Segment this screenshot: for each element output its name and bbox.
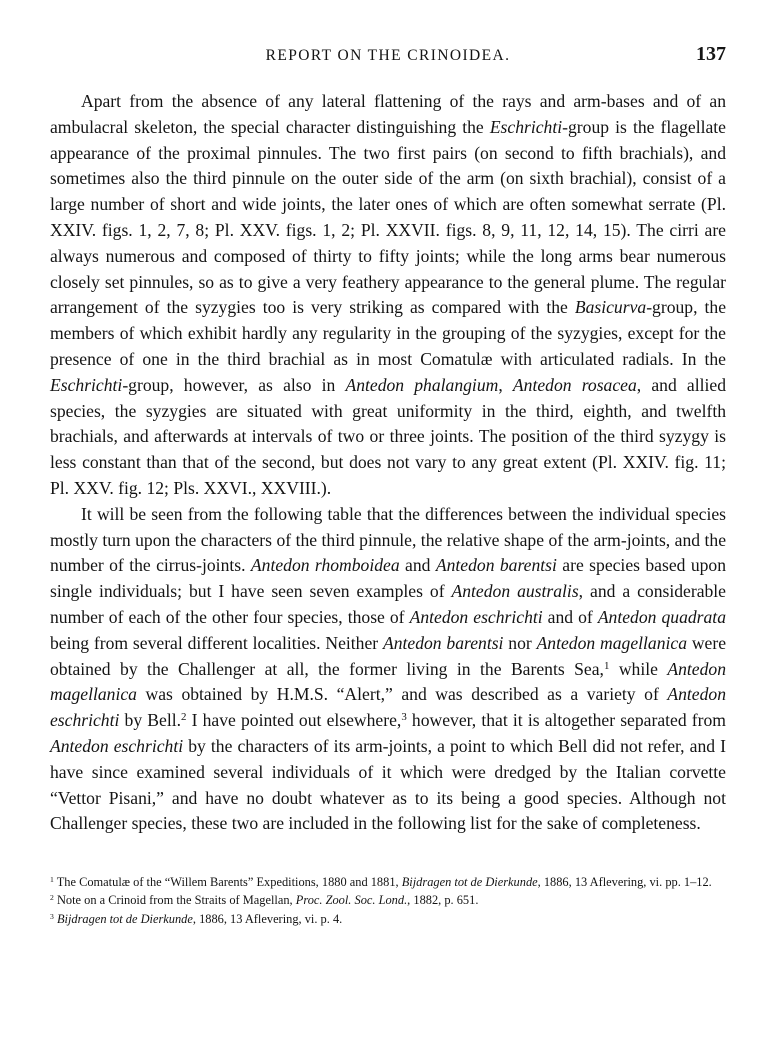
italic-text: Antedon magellanica [50,658,726,705]
text-run: Note on a Crinoid from the Straits of Magellan, [53,893,296,908]
page-header [50,43,726,71]
footnote-marker: 2 [181,711,187,724]
italic-text: Antedon rosacea [512,374,637,395]
italic-text: Antedon quadrata [597,606,726,627]
text-run: It will be seen from the following table that the differences between the individual species mostly turn upon the characters of the third pinnule, the relative shape of the arm-joints, and the number of the cirrus-joints. [50,503,726,576]
italic-text: Antedon eschrichti [50,684,726,731]
italic-text: Antedon magellanica [536,632,687,653]
text-run: , 1882, p. 651. [407,893,479,908]
paragraph [50,89,726,502]
text-run: being from several different localities. Neither [50,632,383,653]
italic-text: Antedon rhomboidea [250,555,400,576]
paragraph [50,502,726,837]
text-run: The Comatulæ of the “Willem Barents” Expeditions, 1880 and 1881, [53,875,402,889]
text-run: are species based upon single individuals; but I have seen seven examples of [50,555,727,602]
text-run: , and a considerable number of each of the other four species, those of [50,581,726,627]
text-run: were obtained by the Challenger at all, the former living in the Barents Sea, [50,632,727,679]
text-run: by Bell. [119,710,182,731]
text-run: , 1886, 13 Aflevering, vi. pp. 1–12. [537,875,712,889]
italic-text: Antedon eschrichti [50,735,184,756]
italic-text: Antedon australis [451,581,579,602]
text-run: , and allied species, the syzygies are situated with great uniformity in the third, eighth, and twelfth brachials, and afterwards at intervals of two or three joints. The position of the third syzygy is less constant than that of the second, but does not vary to any great extent (Pl. XXIV. fig. 11; Pl. XXV. fig. 12; Pls. XXVI., XXVIII.). [50,374,726,498]
italic-text: Eschrichti [489,116,563,137]
text-run: -group, the members of which exhibit hardly any regularity in the grouping of the syzygies, except for the presence of one in the third brachial as in most Comatulæ with articulated radials. In the [50,297,726,369]
footnote-marker: 3 [401,711,407,724]
italic-text: Bijdragen tot de Dierkunde [401,875,538,889]
text-run: however, that it is altogether separated from [406,710,726,731]
text-run: nor [503,632,537,653]
text-run: , [498,374,513,395]
footnotes [50,873,726,928]
italic-text: Antedon barentsi [435,555,557,576]
text-run: and [399,555,436,576]
italic-text: Basicurva [574,297,647,318]
text-run: , 1886, 13 Aflevering, vi. p. 4. [192,911,343,926]
text-run: by the characters of its arm-joints, a point to which Bell did not refer, and I have since examined several individuals of it which were dredged by the Italian corvette “Vettor Pisani,” and have no doubt whatever as to its being a good species. Although not Challenger species, these two are included in the following list for the sake of completeness. [50,735,726,834]
footnote-marker: 1 [50,874,54,884]
text-run: -group, however, as also in [122,374,346,395]
italic-text: Antedon phalangium [345,374,499,395]
footnote [50,873,726,891]
footnote-marker: 3 [50,911,54,921]
italic-text: Antedon eschrichti [409,606,543,627]
italic-text: Bijdragen tot de Dierkunde [56,911,193,926]
footnote [50,910,726,928]
footnote-marker: 2 [50,893,54,903]
footnote [50,891,726,909]
text-run: Apart from the absence of any lateral flattening of the rays and arm-bases and of an ambulacral skeleton, the special character distinguishing the [50,91,726,137]
text-run: I have pointed out elsewhere, [186,710,402,731]
text-run: while [609,658,668,679]
footnote-marker: 1 [603,659,610,672]
text-run: and of [542,606,598,627]
italic-text: Eschrichti [50,374,123,395]
italic-text: Antedon barentsi [382,632,504,653]
running-title: REPORT ON THE CRINOIDEA. [265,47,511,64]
text-run: was obtained by H.M.S. “Alert,” and was described as a variety of [136,684,668,705]
body-text [50,89,726,837]
text-run: -group is the flagellate appearance of the proximal pinnules. The two first pairs (on second to fifth brachials), and sometimes also the third pinnule on the outer side of the arm (on sixth brachial), consist of a large number of short and wide joints, the later ones of which are often somewhat serrate (Pl. XXIV. figs. 1, 2, 7, 8; Pl. XXV. figs. 1, 2; Pl. XXVII. figs. 8, 9, 11, 12, 14, 15). The cirri are always numerous and composed of thirty to fifty joints; while the long arms bear numerous closely set pinnules, so as to give a very feathery appearance to the general plume. The regular arrangement of the syzygies too is very striking as compared with the [50,116,726,318]
italic-text: Proc. Zool. Soc. Lond. [295,893,408,908]
page-number: 137 [696,43,726,65]
